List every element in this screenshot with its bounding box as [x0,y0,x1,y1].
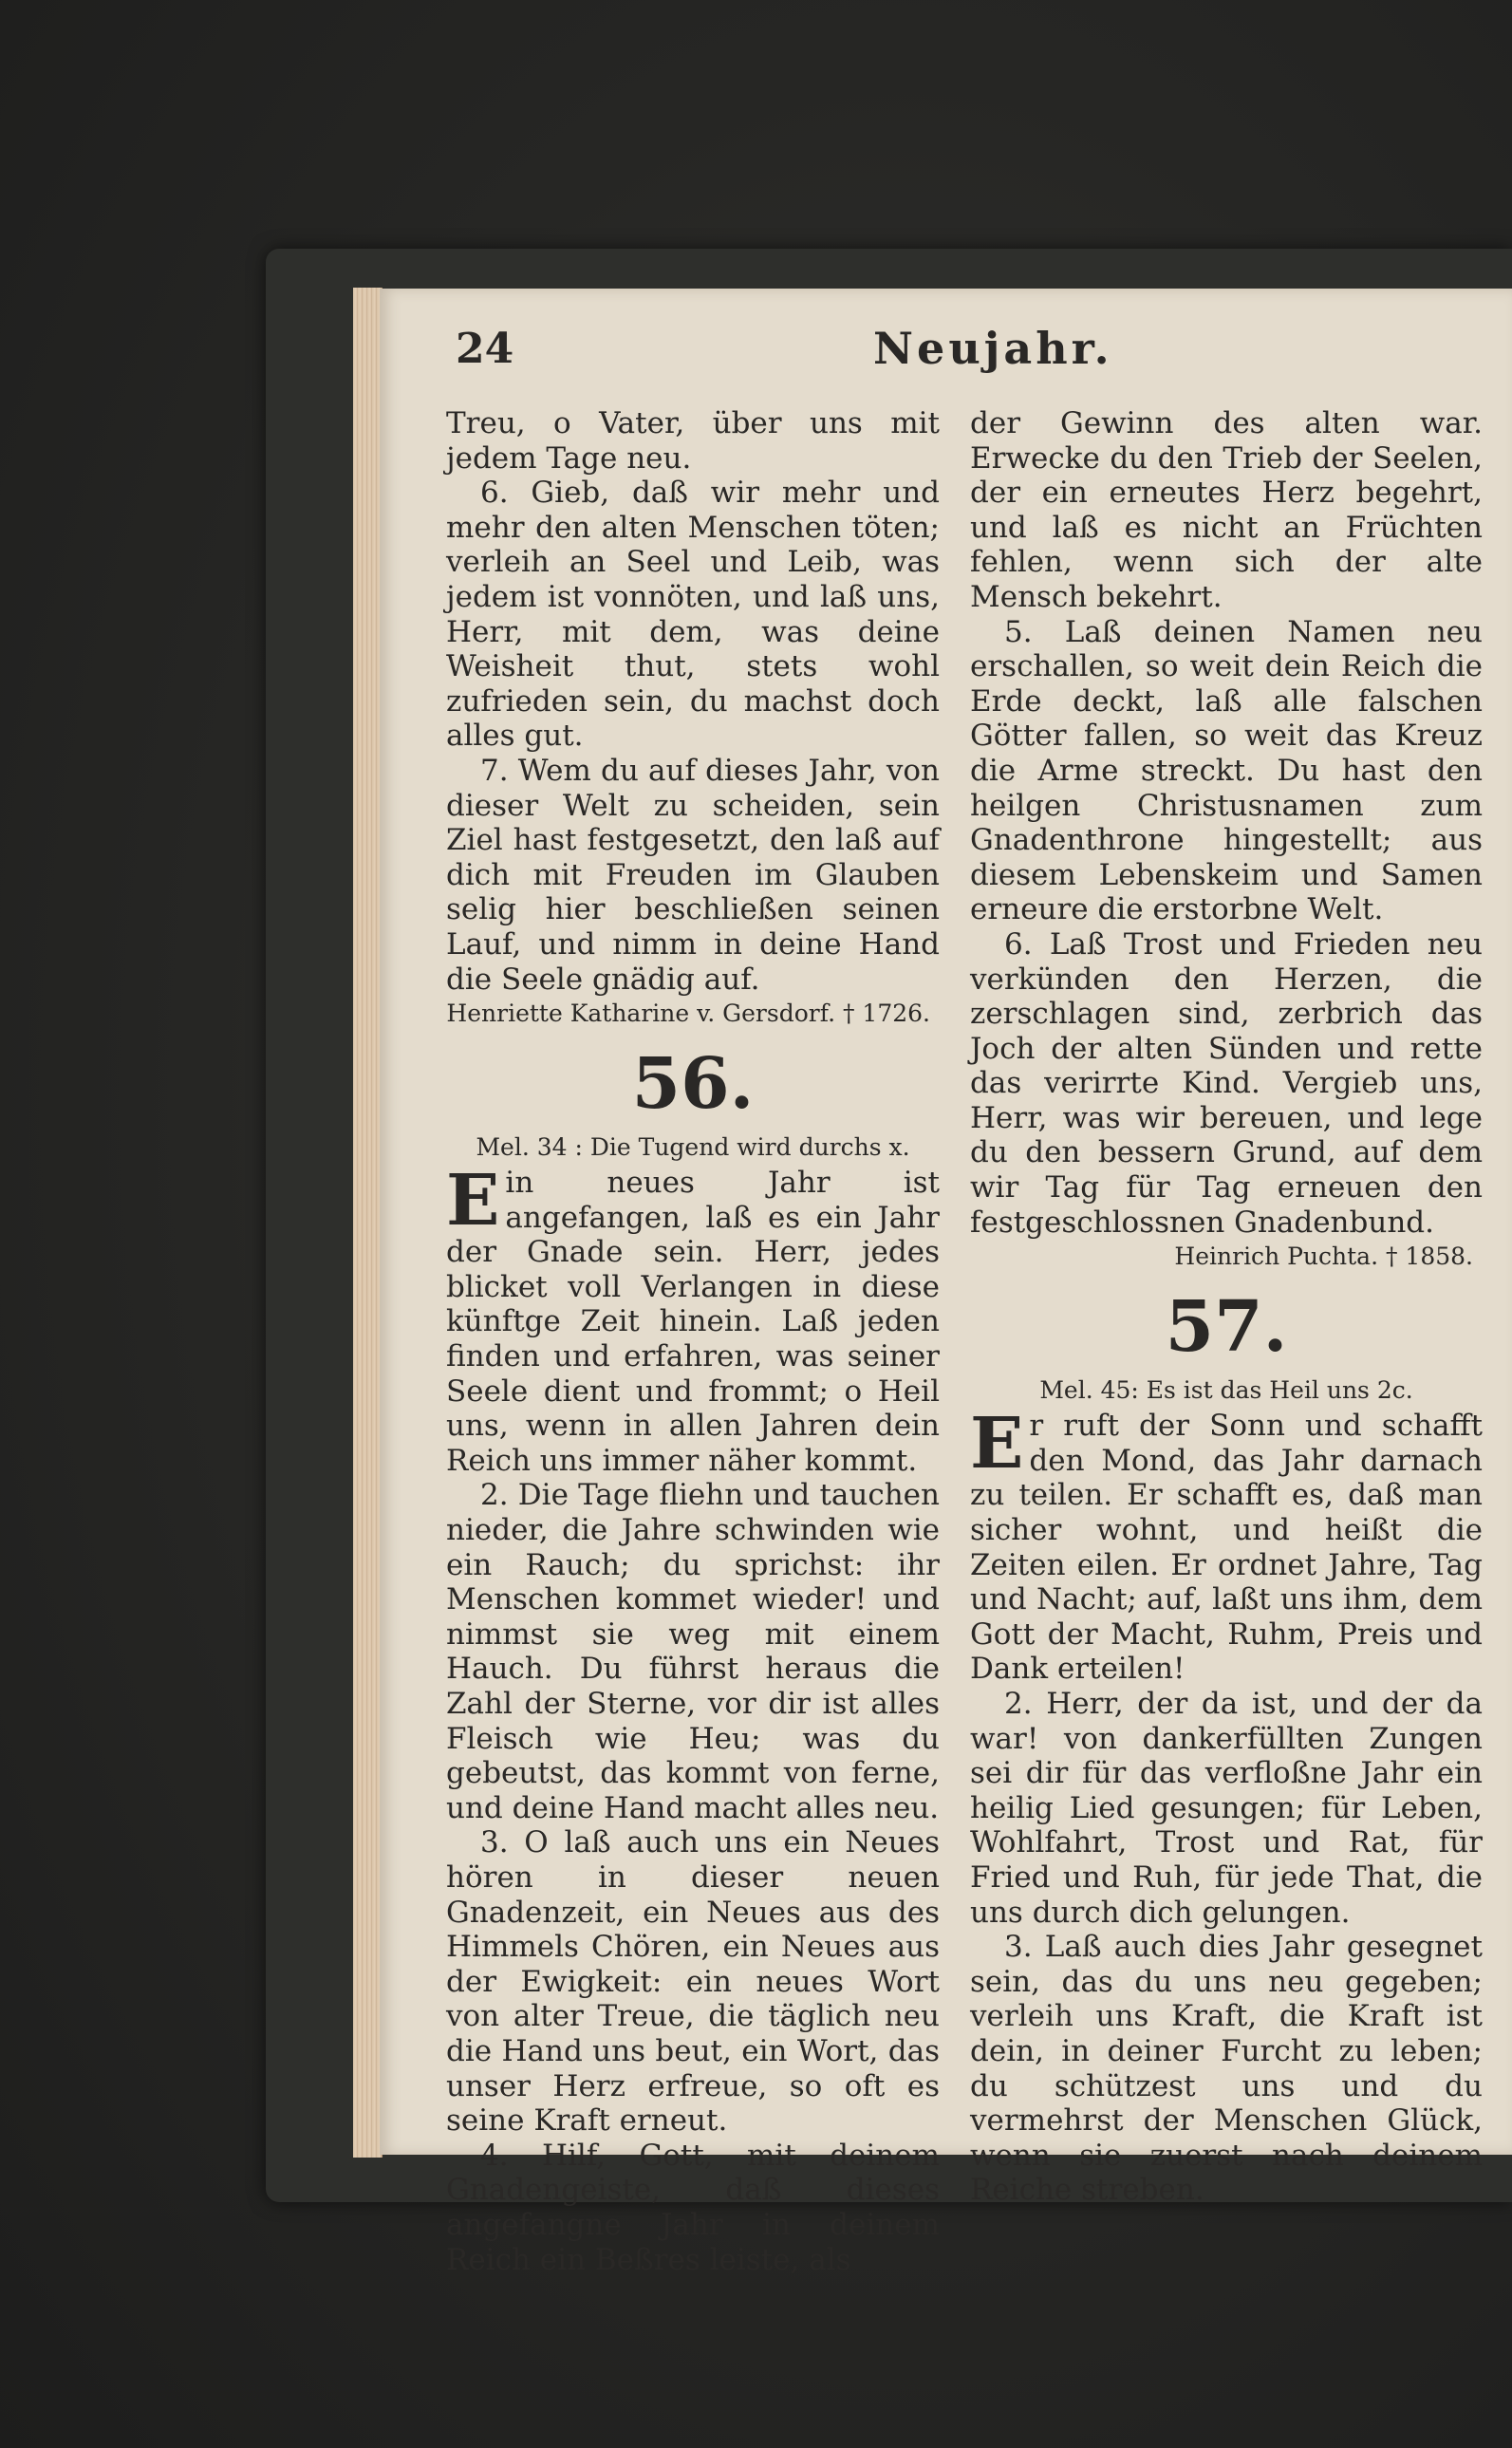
running-head: Neujahr. [873,323,1113,374]
hymn-56-verse-4-end: der Gewinn des alten war. Erwecke du den Trieb der Seelen, der ein erneutes Herz begehrt, und laß es nicht an Früchten fehlen, wenn sich der alte Mensch bekehrt. [970,406,1483,614]
verse-text: r ruft der Sonn und schafft den Mond, das Jahr darnach zu teilen. Er schafft es, daß man sicher wohnt, und heißt die Zeiten eilen. Er ordnet Jahre, Tag und Nacht; auf, laßt uns ihm, dem Gott der Macht, Ruhm, Preis und Dank erteilen! [970,1409,1483,1687]
verse-continuation: Treu, o Vater, über uns mit jedem Tage neu. [446,406,940,476]
page-edges [353,288,383,2158]
melody-line-57: Mel. 45: Es ist das Heil uns 2c. [1039,1376,1413,1405]
hymn-number-57: 57. [1165,1286,1288,1369]
drop-cap: E [446,1160,500,1243]
hymn-56-verse-5: 5. Laß deinen Namen neu erschallen, so weit dein Reich die Erde deckt, laß alle falschen Götter fallen, so weit das Kreuz die Arme streckt. Du hast den heilgen Christusnamen zum Gnadenthrone hingestellt; aus diesem Lebenskeim und Samen erneure die erstorbne Welt. [970,614,1483,927]
author-attribution: Henriette Katharine v. Gersdorf. † 1726. [446,1000,930,1028]
hymn-number-56: 56. [631,1043,755,1126]
hymn-56-verse-1 [446,1160,940,1478]
drop-cap: E [970,1403,1024,1486]
hymn-56-verse-2: 2. Die Tage fliehn und tauchen nieder, die Jahre schwinden wie ein Rauch; du sprichst: ihr Menschen kommet wieder! und nimmst sie weg mit einem Hauch. Du führst heraus die Zahl der Sterne, vor dir ist alles Fleisch wie Heu; was du gebeutst, das kommt von ferne, und deine Hand macht alles neu. [446,1478,940,1825]
melody-line-56: Mel. 34 : Die Tugend wird durchs x. [476,1133,910,1162]
hymn-57-verse-3: 3. Laß auch dies Jahr gesegnet sein, das du uns neu gegeben; verleih uns Kraft, die Kraft ist dein, in deiner Furcht zu leben; du schützest uns und du vermehrst der Menschen Glück, wenn sie zuerst nach deinem Reiche streben. [970,1930,1483,2208]
author-attribution: Heinrich Puchta. † 1858. [1174,1243,1473,1271]
verse-7: 7. Wem du auf dieses Jahr, von dieser Welt zu scheiden, sein Ziel hast festgesetzt, den laß auf dich mit Freuden im Glauben selig hier beschließen seinen Lauf, und nimm in deine Hand die Seele gnädig auf. [446,753,940,997]
hymn-56-verse-6: 6. Laß Trost und Frieden neu verkünden den Herzen, die zerschlagen sind, zerbrich das Joch der alten Sünden und rette das verirrte Kind. Vergieb uns, Herr, was wir bereuen, und lege du den bessern Grund, auf dem wir Tag für Tag erneuen den festgeschlossnen Gnadenbund. [970,926,1483,1240]
book-page [380,289,1512,2277]
hymn-57-verse-1 [970,1403,1483,1687]
verse-text: in neues Jahr ist angefangen, laß es ein Jahr der Gnade sein. Herr, jedes blicket voll Verlangen in diese künftge Zeit hinein. Laß jeden finden und erfahren, was seiner Seele dient und frommt; o Heil uns, wenn in allen Jahren dein Reich uns immer näher kommt. [446,1166,940,1478]
right-column [970,406,1483,2208]
left-column [446,406,940,2277]
hymn-56-verse-4-start: 4. Hilf, Gott, mit deinem Gnadengeiste, daß dieses angefangne Jahr in deinem Reich ein Beßres leiste, als [446,2138,940,2277]
verse-6: 6. Gieb, daß wir mehr und mehr den alten Menschen töten; verleih an Seel und Leib, was jedem ist vonnöten, und laß uns, Herr, mit dem, was deine Weisheit thut, stets wohl zufrieden sein, du machst doch alles gut. [446,476,940,754]
page-number: 24 [456,325,514,373]
hymn-57-verse-2: 2. Herr, der da ist, und der da war! von dankerfüllten Zungen sei dir für das verfloßne Jahr ein heilig Lied gesungen; für Leben, Wohlfahrt, Trost und Rat, für Fried und Ruh, für jede That, die uns durch dich gelungen. [970,1687,1483,1930]
hymn-56-verse-3: 3. O laß auch uns ein Neues hören in dieser neuen Gnadenzeit, ein Neues aus des Himmels Chören, ein Neues aus der Ewigkeit: ein neues Wort von alter Treue, die täglich neu die Hand uns beut, ein Wort, das unser Herz erfreue, so oft es seine Kraft erneut. [446,1825,940,2139]
